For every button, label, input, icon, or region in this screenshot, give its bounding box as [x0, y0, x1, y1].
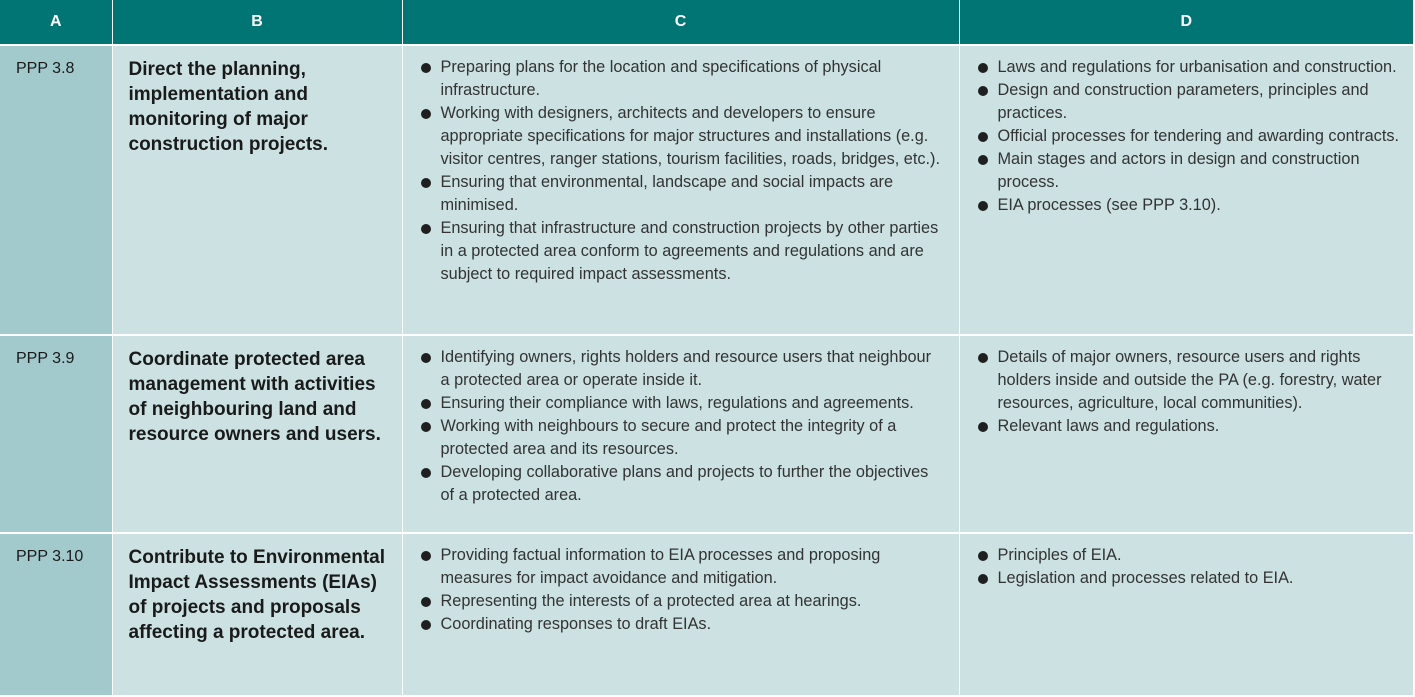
- list-item-text: Representing the interests of a protected area at hearings.: [440, 592, 862, 610]
- list-item-text: Main stages and actors in design and construction process.: [997, 150, 1360, 191]
- list-item: [976, 79, 1400, 125]
- knowledge-list: [976, 346, 1400, 438]
- list-item-text: Ensuring their compliance with laws, regulations and agreements.: [440, 394, 914, 412]
- table-row: [0, 335, 1413, 533]
- bullet-icon: [978, 422, 988, 432]
- row-title: Coordinate protected area management with activities of neighbouring land and resource owners and users.: [112, 335, 402, 533]
- list-item: [419, 590, 945, 613]
- list-item-text: Ensuring that infrastructure and construction projects by other parties in a protected area conform to agreements and regulations and are subject to required impact assessments.: [440, 219, 939, 283]
- bullet-icon: [421, 109, 431, 119]
- list-item: [976, 567, 1400, 590]
- bullet-icon: [978, 201, 988, 211]
- list-item-text: Preparing plans for the location and specifications of physical infrastructure.: [440, 58, 882, 99]
- list-item: [419, 613, 945, 636]
- list-item: [419, 461, 945, 507]
- list-item-text: Working with designers, architects and developers to ensure appropriate specifications for major structures and installations (e.g. visitor centres, ranger stations, tourism facilities, roads, bridges, etc.).: [440, 104, 940, 168]
- list-item-text: Developing collaborative plans and projects to further the objectives of a protected area.: [440, 463, 929, 504]
- bullet-icon: [421, 620, 431, 630]
- activities-cell: [402, 335, 959, 533]
- bullet-icon: [978, 574, 988, 584]
- column-header-c: C: [402, 0, 959, 45]
- activities-cell: [402, 533, 959, 696]
- header-row: [0, 0, 1413, 45]
- table-row: [0, 45, 1413, 335]
- row-title: Direct the planning, implementation and monitoring of major construction projects.: [112, 45, 402, 335]
- list-item-text: Ensuring that environmental, landscape and social impacts are minimised.: [440, 173, 894, 214]
- activities-list: [419, 56, 945, 286]
- list-item-text: Official processes for tendering and awarding contracts.: [997, 127, 1400, 145]
- bullet-icon: [978, 132, 988, 142]
- list-item: [419, 392, 945, 415]
- bullet-icon: [421, 399, 431, 409]
- list-item: [976, 148, 1400, 194]
- list-item: [976, 346, 1400, 415]
- list-item: [976, 125, 1400, 148]
- list-item-text: Legislation and processes related to EIA.: [997, 569, 1294, 587]
- bullet-icon: [978, 63, 988, 73]
- bullet-icon: [421, 353, 431, 363]
- list-item: [419, 415, 945, 461]
- list-item: [976, 194, 1400, 217]
- column-header-b: B: [112, 0, 402, 45]
- bullet-icon: [978, 551, 988, 561]
- list-item: [419, 346, 945, 392]
- knowledge-list: [976, 56, 1400, 217]
- bullet-icon: [421, 178, 431, 188]
- row-title: Contribute to Environmental Impact Assessments (EIAs) of projects and proposals affecting a protected area.: [112, 533, 402, 696]
- list-item: [976, 56, 1400, 79]
- list-item-text: Identifying owners, rights holders and resource users that neighbour a protected area or operate inside it.: [440, 348, 932, 389]
- list-item: [419, 544, 945, 590]
- bullet-icon: [421, 422, 431, 432]
- column-header-a: A: [0, 0, 112, 45]
- knowledge-cell: [959, 335, 1413, 533]
- list-item-text: EIA processes (see PPP 3.10).: [997, 196, 1221, 214]
- bullet-icon: [978, 353, 988, 363]
- list-item-text: Relevant laws and regulations.: [997, 417, 1220, 435]
- list-item: [976, 415, 1400, 438]
- activities-list: [419, 544, 945, 636]
- column-header-d: D: [959, 0, 1413, 45]
- table-row: [0, 533, 1413, 696]
- list-item: [419, 56, 945, 102]
- list-item-text: Providing factual information to EIA processes and proposing measures for impact avoidance and mitigation.: [440, 546, 881, 587]
- activities-list: [419, 346, 945, 507]
- list-item: [419, 171, 945, 217]
- bullet-icon: [421, 468, 431, 478]
- list-item-text: Laws and regulations for urbanisation and construction.: [997, 58, 1397, 76]
- knowledge-cell: [959, 533, 1413, 696]
- bullet-icon: [978, 86, 988, 96]
- list-item: [976, 544, 1400, 567]
- list-item: [419, 102, 945, 171]
- row-code: PPP 3.10: [0, 533, 112, 696]
- list-item-text: Principles of EIA.: [997, 546, 1122, 564]
- bullet-icon: [978, 155, 988, 165]
- row-code: PPP 3.8: [0, 45, 112, 335]
- bullet-icon: [421, 63, 431, 73]
- bullet-icon: [421, 551, 431, 561]
- row-code: PPP 3.9: [0, 335, 112, 533]
- bullet-icon: [421, 224, 431, 234]
- knowledge-cell: [959, 45, 1413, 335]
- list-item-text: Coordinating responses to draft EIAs.: [440, 615, 712, 633]
- list-item-text: Working with neighbours to secure and protect the integrity of a protected area and its resources.: [440, 417, 897, 458]
- list-item-text: Design and construction parameters, principles and practices.: [997, 81, 1369, 122]
- activities-cell: [402, 45, 959, 335]
- list-item: [419, 217, 945, 286]
- bullet-icon: [421, 597, 431, 607]
- knowledge-list: [976, 544, 1400, 590]
- list-item-text: Details of major owners, resource users and rights holders inside and outside the PA (e.g. forestry, water resources, agriculture, local communities).: [997, 348, 1382, 412]
